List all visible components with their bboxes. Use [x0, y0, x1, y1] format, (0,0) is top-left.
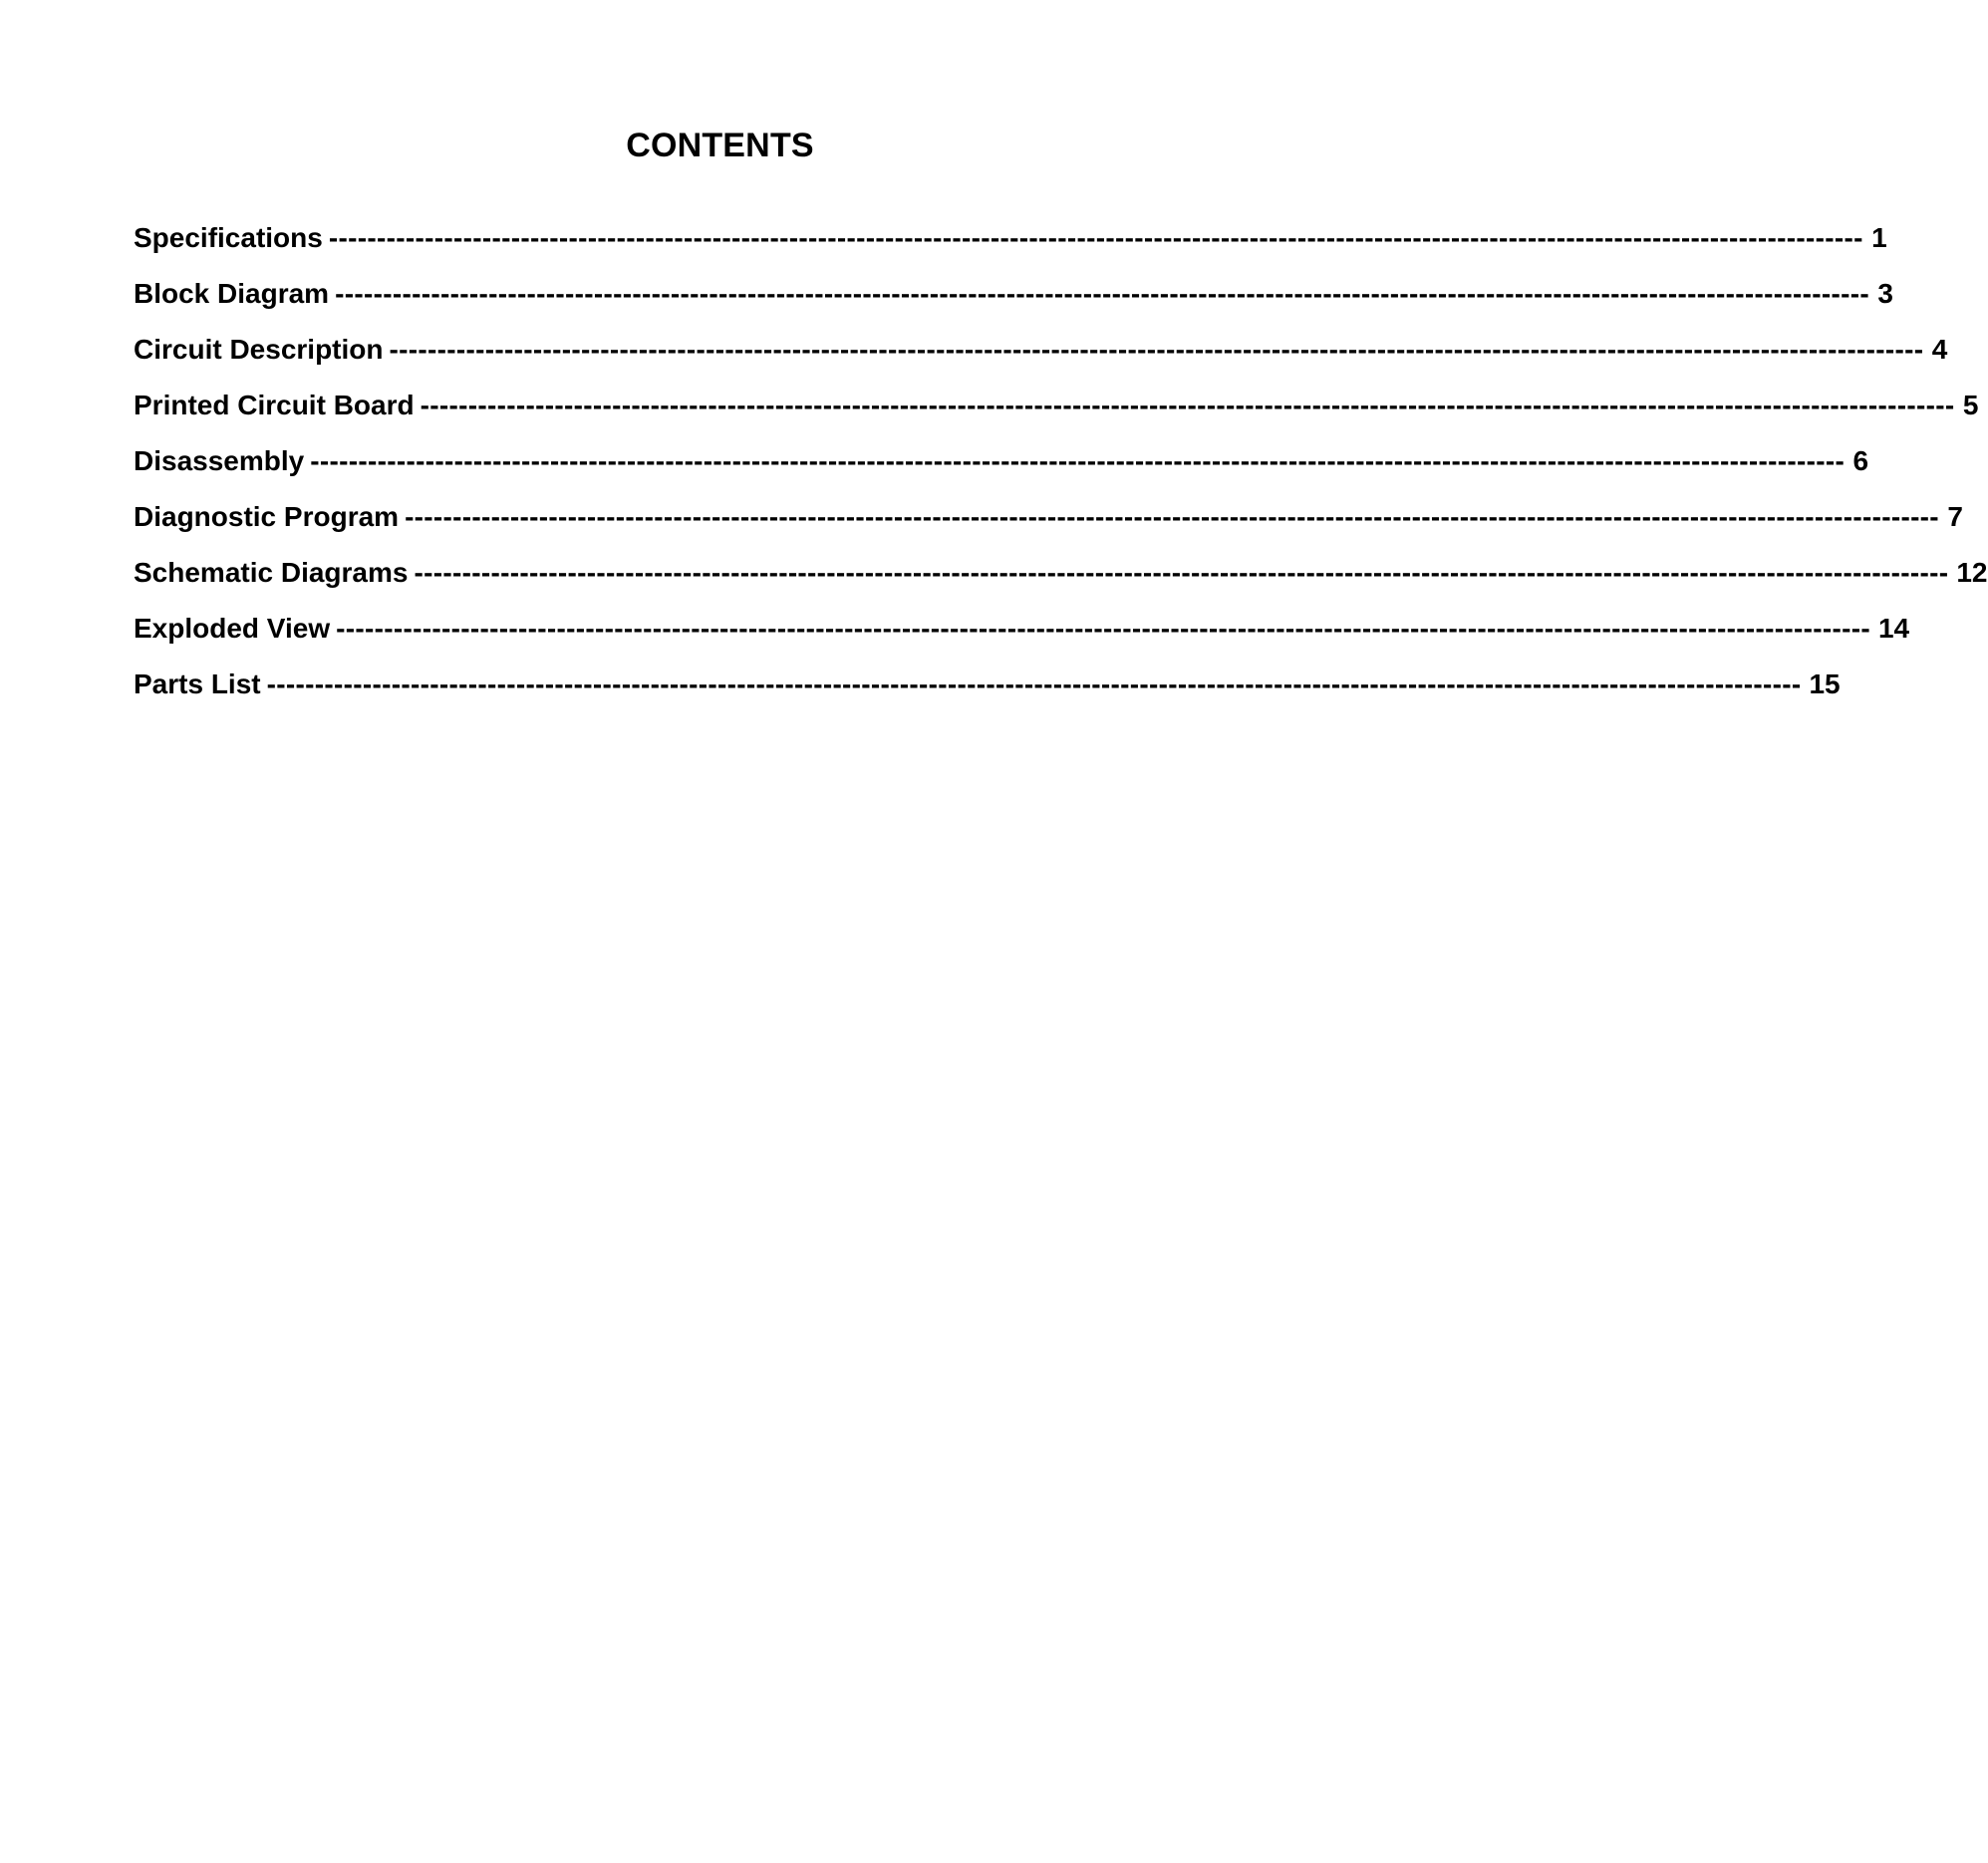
toc-entry-page: 15	[1809, 668, 1841, 699]
toc-entry[interactable]	[134, 386, 1979, 441]
toc-entry-label: Printed Circuit Board	[134, 390, 415, 420]
toc-entry-page: 5	[1962, 390, 1979, 420]
toc-leader-dashes: ----------------------------------------------------------------------------------------------------------------------------------------------------------------	[310, 445, 1846, 476]
toc-entry-label: Specifications	[134, 222, 323, 253]
toc-entry-page: 12	[1956, 557, 1988, 588]
toc-entry-label: Circuit Description	[134, 334, 384, 365]
toc-entry-page: 1	[1871, 222, 1887, 253]
toc-leader-dashes: ----------------------------------------------------------------------------------------------------------------------------------------------------------------	[420, 390, 1955, 420]
toc-leader-dashes: ----------------------------------------------------------------------------------------------------------------------------------------------------------------	[414, 557, 1949, 588]
toc-leader-dashes: ----------------------------------------------------------------------------------------------------------------------------------------------------------------	[335, 278, 1869, 309]
toc-leader-dashes: ----------------------------------------------------------------------------------------------------------------------------------------------------------------	[336, 613, 1870, 644]
toc-leader-dashes: ----------------------------------------------------------------------------------------------------------------------------------------------------------------	[328, 222, 1863, 253]
toc-entry[interactable]	[134, 553, 1988, 609]
toc-entry[interactable]	[134, 441, 1869, 497]
toc-entry[interactable]	[134, 665, 1841, 720]
toc-entry-label: Parts List	[134, 668, 261, 699]
toc-leader-dashes: ----------------------------------------------------------------------------------------------------------------------------------------------------------------	[266, 668, 1802, 699]
toc-entry[interactable]	[134, 497, 1963, 553]
page-title: CONTENTS	[626, 127, 814, 164]
toc-entry-page: 3	[1877, 278, 1893, 309]
toc-leader-dashes: ----------------------------------------------------------------------------------------------------------------------------------------------------------------	[405, 501, 1939, 532]
table-of-contents	[134, 218, 1988, 720]
toc-entry-label: Block Diagram	[134, 278, 330, 309]
toc-leader-dashes: ----------------------------------------------------------------------------------------------------------------------------------------------------------------	[389, 334, 1924, 365]
toc-entry-page: 4	[1931, 334, 1948, 365]
toc-entry-label: Disassembly	[134, 445, 305, 476]
toc-entry-label: Diagnostic Program	[134, 501, 400, 532]
toc-entry-page: 6	[1852, 445, 1869, 476]
toc-entry[interactable]	[134, 330, 1948, 386]
toc-entry[interactable]	[134, 274, 1893, 330]
toc-entry-page: 14	[1877, 613, 1910, 644]
toc-entry-label: Schematic Diagrams	[134, 557, 409, 588]
toc-entry[interactable]	[134, 218, 1887, 274]
toc-entry[interactable]	[134, 609, 1910, 665]
toc-entry-label: Exploded View	[134, 613, 331, 644]
toc-entry-page: 7	[1947, 501, 1963, 532]
